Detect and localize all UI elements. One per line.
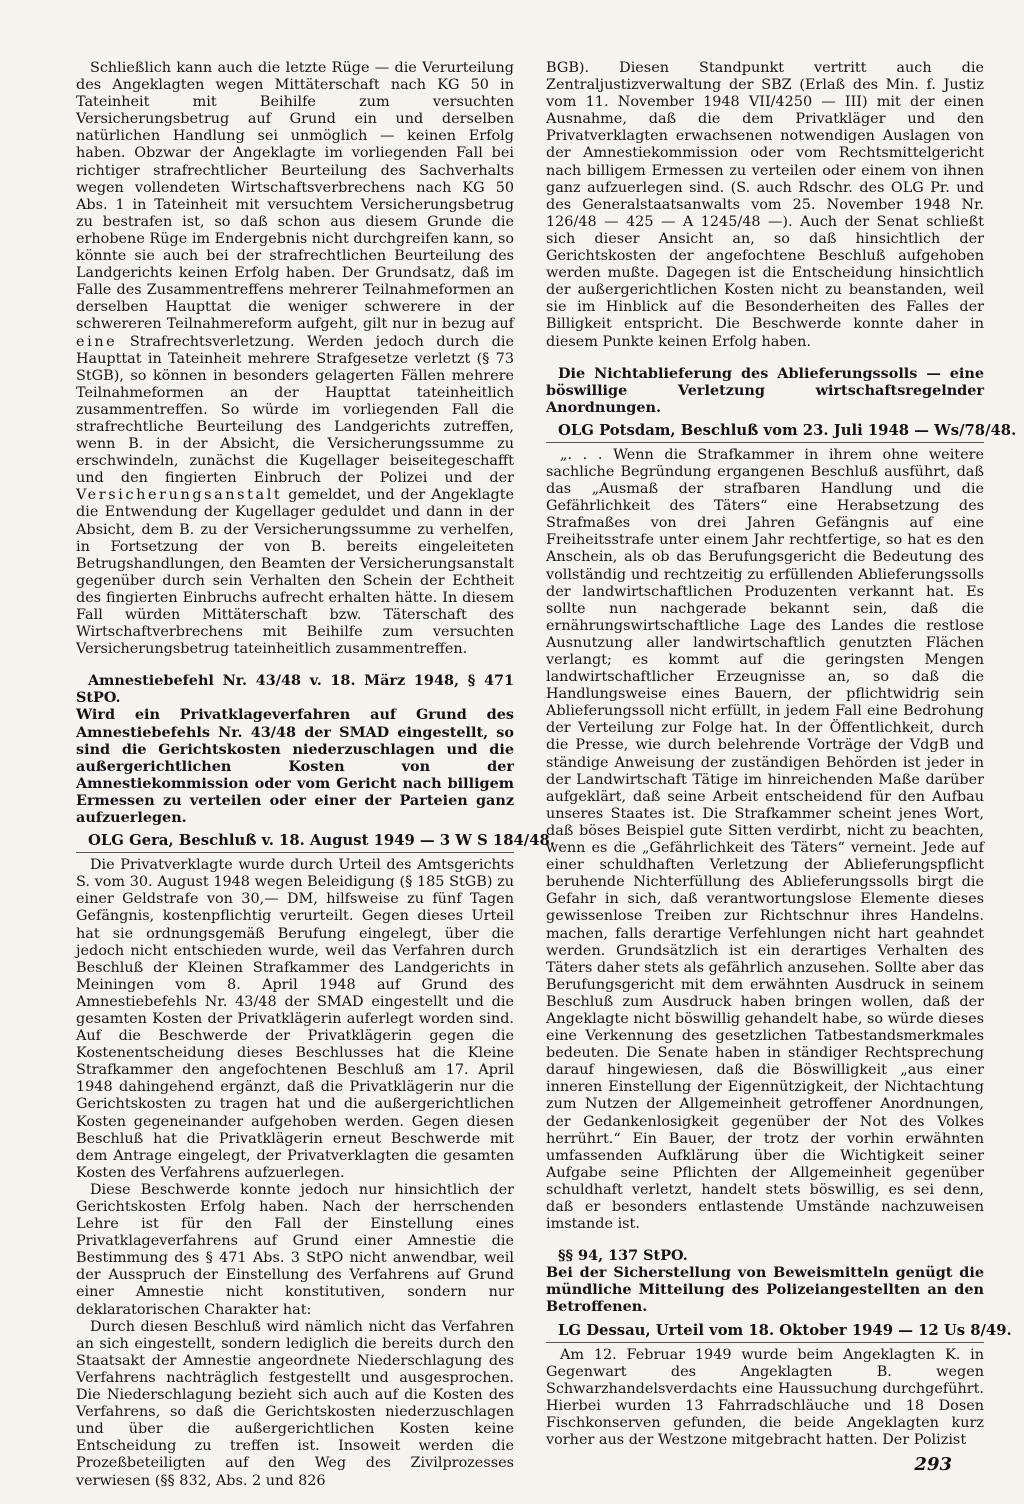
section-headnote-amnestiebefehl: Wird ein Privatklageverfahren auf Grund des Amnestiebefehls Nr. 43/48 der SMAD eingestellt, so sind die Gerichtskosten niederzuschlagen und die außergerichtlichen Kosten von der Amnestiekommission oder vom Gericht nach billigem Ermessen zu verteilen oder einer der Parteien ganz aufzuerlegen.	[76, 706, 514, 827]
paragraph-text: gemeldet, und der Angeklagte die Entwendung der Kugellager geduldet und dann in der Absicht, dem B. zu der Versicherungssumme zu verhelfen, in Fortsetzung der von B. bereits eingeleiteten Betrugshandlungen, den Beamten der Versicherungsanstalt gegenüber durch sein Verhalten den Schein der Echtheit des fingierten Einbruchs aufrecht erhalten hätte. In diesem Fall würden Mittäterschaft bzw. Täterschaft des Wirtschaftverbrechens mit Beihilfe zum versuchten Versicherungsbetrug tateinheitlich zusammentreffen.	[76, 487, 514, 658]
page-number: 293	[914, 1454, 952, 1475]
section-heading-stpo: §§ 94, 137 StPO.	[558, 1247, 688, 1265]
paragraph-text: Strafrechtsverletzung. Werden jedoch durch die Haupttat in Tateinheit mehrere Strafgesetze verletzt (§ 73 StGB), so können in besonders gelagerten Fällen mehrere Teilnahmeformen an der Haupttat tateinheitlich zusammentreffen. So würde im vorliegenden Fall die strafrechtliche Beurteilung des Landgerichts zutreffen, wenn B. in der Absicht, die Versicherungssumme zu erschwindeln, zunächst die Kugellager beiseitegeschafft und den fingierten Einbruch der Polizei und der	[76, 333, 515, 487]
paragraph-bgb-continuation: BGB). Diesen Standpunkt vertritt auch die Zentraljustizverwaltung der SBZ (Erlaß des Min. f. Justiz vom 11. November 1948 VII/4250 — III) mit der einen Ausnahme, daß die dem Privatkläger und den Privatverklagten erwachsenen notwendigen Auslagen von der Amnestiekommission oder vom Rechtsmittelgericht nach billigem Ermessen zu verteilen oder einem von ihnen ganz aufzuerlegen sind. (S. auch Rdschr. des OLG Pr. und des Generalstaatsanwalts vom 25. November 1948 Nr. 126/48 — 425 — A 1245/48 —). Auch der Senat schließt sich dieser Ansicht an, so daß hinsichtlich der Gerichtskosten der angefochtene Beschluß aufgehoben werden mußte. Dagegen ist die Entscheidung hinsichtlich der außergerichtlichen Kosten nicht zu beanstanden, weil sie im Hinblick auf die Besonderheiten des Falles der Billigkeit entspricht. Die Beschwerde konnte daher in diesem Punkte keinen Erfolg haben.	[546, 60, 984, 350]
court-citation-olg-gera: OLG Gera, Beschluß v. 18. August 1949 — 3 W S 184/48.	[76, 832, 514, 853]
court-citation-lg-dessau: LG Dessau, Urteil vom 18. Oktober 1949 — 12 Us 8/49.	[546, 1322, 984, 1343]
court-citation-olg-potsdam: OLG Potsdam, Beschluß vom 23. Juli 1948 — Ws/78/48.	[546, 422, 984, 443]
text-columns	[76, 60, 1017, 1489]
right-column	[546, 60, 1017, 1470]
paragraph-strafkammer: „. . . Wenn die Strafkammer in ihrem ohne weitere sachliche Begründung ergangenen Beschluß ausführt, daß das „Ausmaß der strafbaren Handlung und die Gefährlichkeit des Täters“ eine Herabsetzung des Strafmaßes von drei Jahren Gefängnis auf eine Freiheitsstrafe unter einem Jahr rechtfertige, so hat es den Anschein, als ob das Berufungsgericht die Bedeutung des vollständig und rechtzeitig zu erfüllenden Ablieferungssolls der landwirtschaftlichen Produzenten verkannt hat. Es sollte nun nachgerade bekannt sein, daß die ernährungswirtschaftliche Lage des Landes die restlose Ausnutzung aller landwirtschaftlich genutzten Flächen verlangt; es kommt auf die geringsten Mengen landwirtschaftlicher Erzeugnisse an, so daß die Handlungsweise eines Bauern, der pflichtwidrig sein Ablieferungssoll nicht erfüllt, in jedem Fall eine Bedrohung der Verteilung zur Folge hat. In der Öffentlichkeit, durch die Presse, wie durch belehrende Vorträge der VdgB und ständige Anweisung der zuständigen Behörden ist jeder in der Landwirtschaft Tätige im hinreichenden Maße darüber aufgeklärt, daß seine Arbeit entscheidend für den Aufbau unseres Staates ist. Die Strafkammer scheint jenes Wort, daß böses Beispiel gute Sitten verdirbt, nicht zu beachten, wenn es die „Gefährlichkeit des Täters“ verneint. Jede auf einer schuldhaften Verletzung der Ablieferungspflicht beruhende Nichterfüllung des Ablieferungssolls birgt die Gefahr in sich, daß verantwortungslose Elemente dieses gewissenlose Treiben zur Richtschnur ihres Handelns. machen, falls derartige Verfehlungen nicht hart geahndet werden. Grundsätzlich ist ein derartiges Verhalten des Täters daher stets als gefährlich anzusehen. Sollte aber das Berufungsgericht mit dem erwähnten Ausdruck in seinem Beschluß zum Ausdruck haben bringen wollen, daß der Angeklagte nicht böswillig gehandelt habe, so würde dieses eine Verkennung des gesetzlichen Tatbestandsmerkmales bedeuten. Die Senate haben in ständiger Rechtsprechung darauf hingewiesen, daß die Böswilligkeit „aus einer inneren Einstellung der Eigennützigkeit, der Nichtachtung zum Nutzen der Allgemeinheit getroffener Anordnungen, der Gedankenlosigkeit gegenüber der Not des Volkes herrührt.“ Ein Bauer, der trotz der vorhin erwähnten umfassenden Aufklärung über die Wichtigkeit seiner Aufgabe seine Pflichten der Allgemeinheit gegenüber schuldhaft verletzt, handelt stets böswillig, es sei denn, daß er besonders entlastende Umstände nachzuweisen imstande ist.	[546, 446, 984, 1233]
paragraph-beschwerde: Diese Beschwerde konnte jedoch nur hinsichtlich der Gerichtskosten Erfolg haben. Nach der herrschenden Lehre ist für den Fall der Einstellung eines Privatklageverfahrens auf Grund einer Amnestie die Bestimmung des § 471 Abs. 3 StPO nicht anwendbar, weil der Ausspruch der Einstellung des Verfahrens auf Grund einer Amnestie nicht konstitutiven, sondern nur deklaratorischen Charakter hat:	[76, 1181, 514, 1318]
paragraph-beschluss: Durch diesen Beschluß wird nämlich nicht das Verfahren an sich eingestellt, sondern lediglich die bereits durch den Staatsakt der Amnestie angeordnete Niederschlagung des Verfahrens nachträglich festgestellt und ausgesprochen. Die Niederschlagung bezieht sich auch auf die Kosten des Verfahrens, so daß die Gerichtskosten niederzuschlagen und über die außergerichtlichen Kosten keine Entscheidung zu treffen ist. Insoweit werden die Prozeßbeteiligten auf den Weg des Zivilprozesses verwiesen (§§ 832, Abs. 2 und 826	[76, 1318, 514, 1489]
emphasized-word: eine	[76, 333, 118, 350]
section-heading-amnestiebefehl: Amnestiebefehl Nr. 43/48 v. 18. März 1948, § 471 StPO.	[76, 672, 514, 707]
section-heading-ablieferungssoll: Die Nichtablieferung des Ablieferungssolls — eine böswillige Verletzung wirtschaftsregelnder Anordnungen.	[546, 364, 984, 416]
section-headnote-beweismittel: Bei der Sicherstellung von Beweismitteln genügt die mündliche Mitteilung des Polizeiangestellten an den Betroffenen.	[546, 1264, 984, 1316]
paragraph-privatverklagte: Die Privatverklagte wurde durch Urteil des Amtsgerichts S. vom 30. August 1948 wegen Beleidigung (§ 185 StGB) zu einer Geldstrafe von 30,— DM, hilfsweise zu fünf Tagen Gefängnis, kostenpflichtig verurteilt. Gegen dieses Urteil hat sie ordnungsgemäß Berufung eingelegt, über die jedoch nicht entschieden wurde, weil das Verfahren durch Beschluß der Kleinen Strafkammer des Landgerichts in Meiningen vom 8. April 1948 auf Grund des Amnestiebefehls Nr. 43/48 der SMAD eingestellt und die gesamten Kosten der Privatklägerin auferlegt worden sind. Auf die Beschwerde der Privatklägerin gegen die Kostenentscheidung dieses Beschlusses hat die Kleine Strafkammer den angefochtenen Beschluß am 17. April 1948 dahingehend ergänzt, daß die Privatklägerin nur die Gerichtskosten zu tragen hat und die außergerichtlichen Kosten gegeneinander aufgehoben werden. Gegen diesen Beschluß hat die Privatklägerin erneut Beschwerde mit dem Antrage eingelegt, der Privatverklagten die gesamten Kosten des Verfahrens aufzuerlegen.	[76, 857, 514, 1181]
emphasized-word: Versicherungsanstalt	[76, 487, 283, 504]
paragraph-text: Schließlich kann auch die letzte Rüge — die Verurteilung des Angeklagten wegen Mittäterschaft nach KG 50 in Tateinheit mit Beihilfe zum versuchten Versicherungsbetrug auf Grund ein und derselben natürlichen Handlung sei unmöglich — keinen Erfolg haben. Obzwar der Angeklagte im vorliegenden Fall bei richtiger strafrechtlicher Beurteilung des Sachverhalts wegen vollendeten Wirtschaftsverbrechens nach KG 50 Abs. 1 in Tateinheit mit versuchtem Versicherungsbetrug zu bestrafen ist, so daß schon aus diesem Grunde die erhobene Rüge im Endergebnis nicht durchgreifen kann, so könnte sie auch bei der strafrechtlichen Beurteilung des Landgerichts keinen Erfolg haben. Der Grundsatz, daß im Falle des Zusammentreffens mehrerer Teilnahmeformen an derselben Haupttat die weniger schwerere in der schwereren Teilnahmereform aufgeht, gilt nur in bezug auf	[76, 60, 514, 333]
paragraph-haussuchung: Am 12. Februar 1949 wurde beim Angeklagten K. in Gegenwart des Angeklagten B. wegen Schwarzhandelsverdachts eine Haussuchung durchgeführt. Hierbei wurden 13 Fahrradschläuche und 18 Dosen Fischkonserven gefunden, die beide Angeklagten kurz vorher aus der Westzone mitgebracht hatten. Der Polizist	[546, 1346, 984, 1449]
paragraph-mittaeterschaft	[76, 60, 514, 658]
left-column	[76, 60, 555, 1489]
